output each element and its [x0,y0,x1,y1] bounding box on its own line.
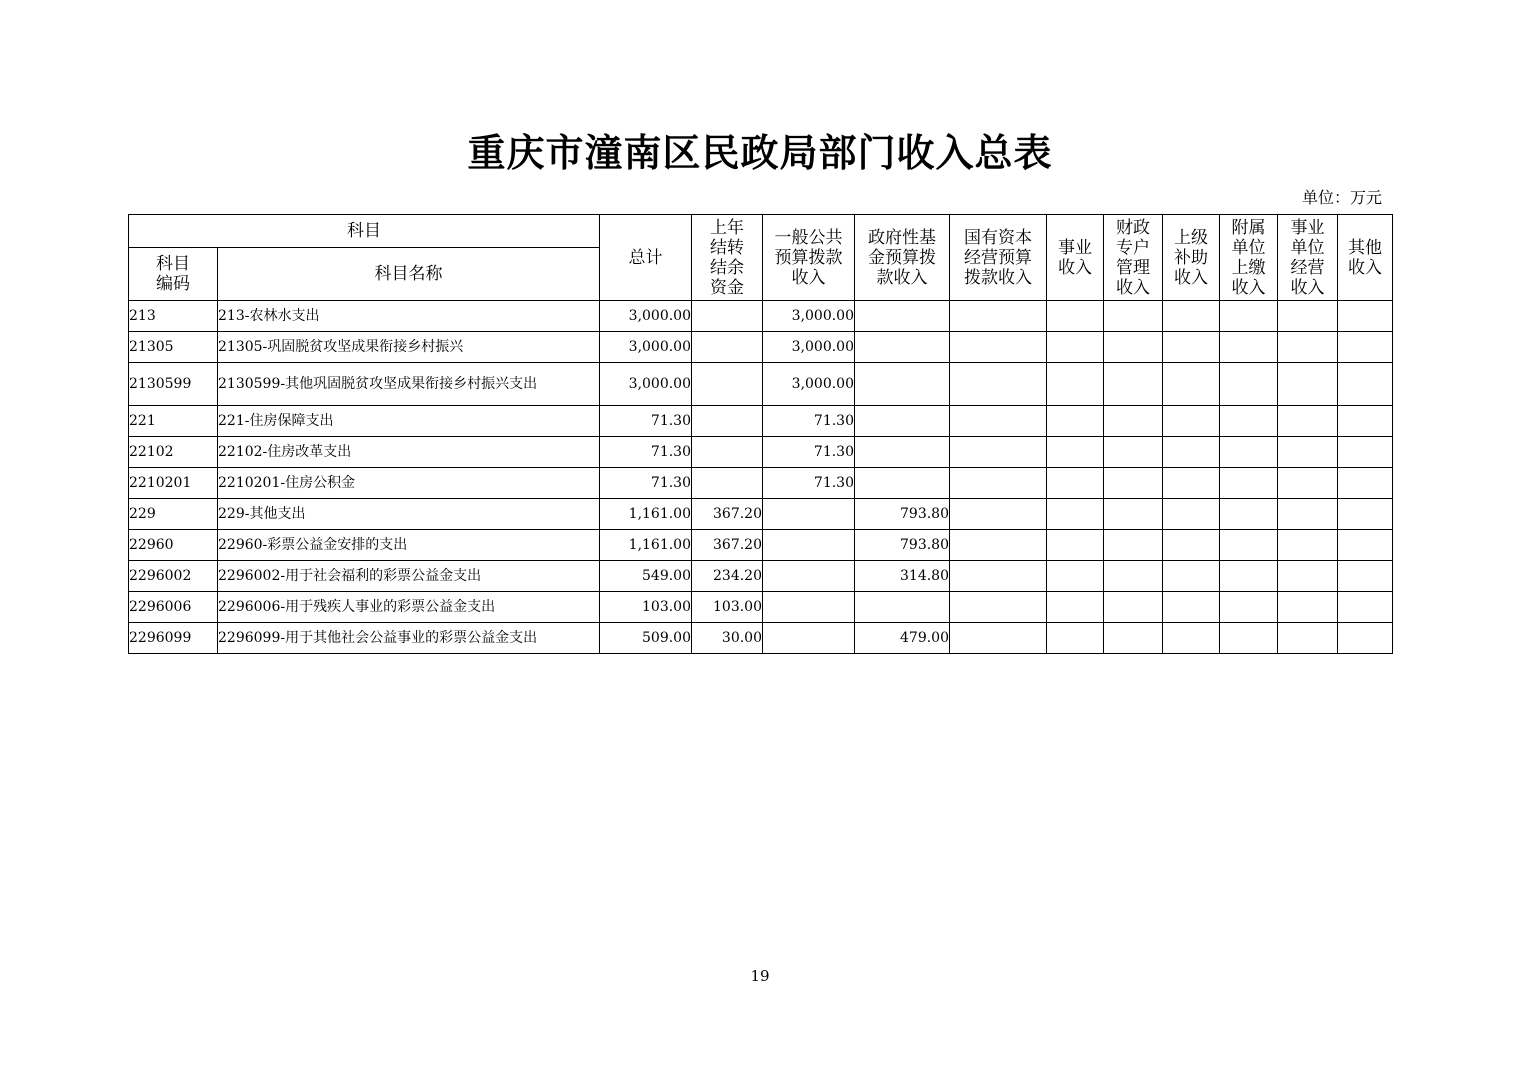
total-value: 71.30 [600,437,692,468]
business-operation-value [1278,468,1338,499]
subject-code: 2296006 [129,592,218,623]
business-income-value [1047,561,1104,592]
gov-fund-value: 314.80 [855,561,950,592]
gov-fund-value [855,468,950,499]
other-income-value [1338,437,1393,468]
total-value: 509.00 [600,623,692,654]
carryover-value [692,437,763,468]
state-capital-value [950,499,1047,530]
subject-code: 21305 [129,332,218,363]
superior-subsidy-value [1163,530,1220,561]
subject-code: 213 [129,301,218,332]
business-income-value [1047,530,1104,561]
table-row [129,592,1393,623]
other-income-value [1338,530,1393,561]
state-capital-value [950,437,1047,468]
general-budget-value [763,530,855,561]
business-operation-value [1278,561,1338,592]
table-row [129,363,1393,406]
subject-name: 22102-住房改革支出 [218,437,600,468]
header-subject-code: 科目编码 [129,248,218,301]
other-income-value [1338,561,1393,592]
affiliated-value [1220,332,1278,363]
table-row [129,301,1393,332]
header-superior-subsidy: 上级补助收入 [1163,215,1220,301]
total-value: 3,000.00 [600,332,692,363]
other-income-value [1338,623,1393,654]
other-income-value [1338,592,1393,623]
total-value: 3,000.00 [600,363,692,406]
state-capital-value [950,530,1047,561]
special-account-value [1104,530,1163,561]
business-income-value [1047,332,1104,363]
page-number: 19 [750,967,770,985]
business-income-value [1047,363,1104,406]
state-capital-value [950,592,1047,623]
subject-name: 22960-彩票公益金安排的支出 [218,530,600,561]
carryover-value: 234.20 [692,561,763,592]
carryover-value: 367.20 [692,530,763,561]
state-capital-value [950,561,1047,592]
business-income-value [1047,437,1104,468]
special-account-value [1104,332,1163,363]
superior-subsidy-value [1163,623,1220,654]
business-operation-value [1278,623,1338,654]
affiliated-value [1220,363,1278,406]
state-capital-value [950,363,1047,406]
affiliated-value [1220,406,1278,437]
table-row [129,406,1393,437]
total-value: 1,161.00 [600,499,692,530]
subject-name: 229-其他支出 [218,499,600,530]
header-subject-group: 科目 [129,215,600,248]
total-value: 3,000.00 [600,301,692,332]
header-total: 总计 [600,215,692,301]
special-account-value [1104,406,1163,437]
subject-name: 2296002-用于社会福利的彩票公益金支出 [218,561,600,592]
gov-fund-value [855,592,950,623]
business-operation-value [1278,530,1338,561]
special-account-value [1104,437,1163,468]
gov-fund-value: 479.00 [855,623,950,654]
state-capital-value [950,468,1047,499]
subject-name: 2210201-住房公积金 [218,468,600,499]
superior-subsidy-value [1163,468,1220,499]
total-value: 71.30 [600,406,692,437]
total-value: 103.00 [600,592,692,623]
carryover-value [692,332,763,363]
header-business-operation: 事业单位经营收入 [1278,215,1338,301]
superior-subsidy-value [1163,437,1220,468]
business-income-value [1047,623,1104,654]
general-budget-value: 71.30 [763,437,855,468]
state-capital-value [950,623,1047,654]
gov-fund-value [855,406,950,437]
affiliated-value [1220,561,1278,592]
unit-label: 单位：万元 [1301,188,1382,207]
business-operation-value [1278,301,1338,332]
carryover-value: 367.20 [692,499,763,530]
subject-code: 2130599 [129,363,218,406]
special-account-value [1104,499,1163,530]
business-income-value [1047,592,1104,623]
business-income-value [1047,499,1104,530]
header-state-capital: 国有资本经营预算拨款收入 [950,215,1047,301]
subject-code: 229 [129,499,218,530]
carryover-value [692,468,763,499]
header-business-income: 事业收入 [1047,215,1104,301]
header-affiliated: 附属单位上缴收入 [1220,215,1278,301]
header-gov-fund: 政府性基金预算拨款收入 [855,215,950,301]
subject-code: 2296002 [129,561,218,592]
table-row [129,499,1393,530]
income-summary-table [128,214,1393,654]
header-general-budget: 一般公共预算拨款收入 [763,215,855,301]
subject-name: 2296099-用于其他社会公益事业的彩票公益金支出 [218,623,600,654]
table-row [129,530,1393,561]
subject-code: 2210201 [129,468,218,499]
special-account-value [1104,301,1163,332]
general-budget-value: 71.30 [763,468,855,499]
table-row [129,468,1393,499]
business-income-value [1047,468,1104,499]
other-income-value [1338,332,1393,363]
superior-subsidy-value [1163,592,1220,623]
state-capital-value [950,301,1047,332]
general-budget-value [763,561,855,592]
affiliated-value [1220,592,1278,623]
general-budget-value [763,499,855,530]
page-title: 重庆市潼南区民政局部门收入总表 [467,130,1053,175]
affiliated-value [1220,530,1278,561]
other-income-value [1338,499,1393,530]
gov-fund-value [855,332,950,363]
special-account-value [1104,363,1163,406]
table-row [129,332,1393,363]
subject-name: 221-住房保障支出 [218,406,600,437]
business-operation-value [1278,437,1338,468]
header-other-income: 其他收入 [1338,215,1393,301]
state-capital-value [950,406,1047,437]
subject-name: 213-农林水支出 [218,301,600,332]
general-budget-value: 3,000.00 [763,363,855,406]
table-row [129,623,1393,654]
header-subject-name: 科目名称 [218,248,600,301]
gov-fund-value [855,437,950,468]
affiliated-value [1220,437,1278,468]
affiliated-value [1220,301,1278,332]
business-operation-value [1278,406,1338,437]
general-budget-value: 3,000.00 [763,301,855,332]
gov-fund-value: 793.80 [855,499,950,530]
subject-name: 2296006-用于残疾人事业的彩票公益金支出 [218,592,600,623]
subject-name: 2130599-其他巩固脱贫攻坚成果衔接乡村振兴支出 [218,363,600,406]
gov-fund-value [855,301,950,332]
business-operation-value [1278,499,1338,530]
subject-code: 2296099 [129,623,218,654]
carryover-value [692,406,763,437]
gov-fund-value: 793.80 [855,530,950,561]
business-operation-value [1278,363,1338,406]
superior-subsidy-value [1163,363,1220,406]
other-income-value [1338,406,1393,437]
state-capital-value [950,332,1047,363]
total-value: 71.30 [600,468,692,499]
business-operation-value [1278,332,1338,363]
business-income-value [1047,301,1104,332]
superior-subsidy-value [1163,332,1220,363]
special-account-value [1104,623,1163,654]
total-value: 1,161.00 [600,530,692,561]
carryover-value [692,363,763,406]
carryover-value: 103.00 [692,592,763,623]
affiliated-value [1220,468,1278,499]
header-special-account: 财政专户管理收入 [1104,215,1163,301]
subject-code: 221 [129,406,218,437]
subject-name: 21305-巩固脱贫攻坚成果衔接乡村振兴 [218,332,600,363]
special-account-value [1104,468,1163,499]
business-income-value [1047,406,1104,437]
table-row [129,437,1393,468]
business-operation-value [1278,592,1338,623]
affiliated-value [1220,623,1278,654]
general-budget-value [763,623,855,654]
other-income-value [1338,363,1393,406]
subject-code: 22102 [129,437,218,468]
affiliated-value [1220,499,1278,530]
general-budget-value: 71.30 [763,406,855,437]
subject-code: 22960 [129,530,218,561]
header-carryover: 上年结转结余资金 [692,215,763,301]
other-income-value [1338,301,1393,332]
total-value: 549.00 [600,561,692,592]
superior-subsidy-value [1163,499,1220,530]
general-budget-value [763,592,855,623]
general-budget-value: 3,000.00 [763,332,855,363]
superior-subsidy-value [1163,561,1220,592]
superior-subsidy-value [1163,301,1220,332]
superior-subsidy-value [1163,406,1220,437]
special-account-value [1104,561,1163,592]
carryover-value [692,301,763,332]
other-income-value [1338,468,1393,499]
table-row [129,561,1393,592]
special-account-value [1104,592,1163,623]
carryover-value: 30.00 [692,623,763,654]
gov-fund-value [855,363,950,406]
